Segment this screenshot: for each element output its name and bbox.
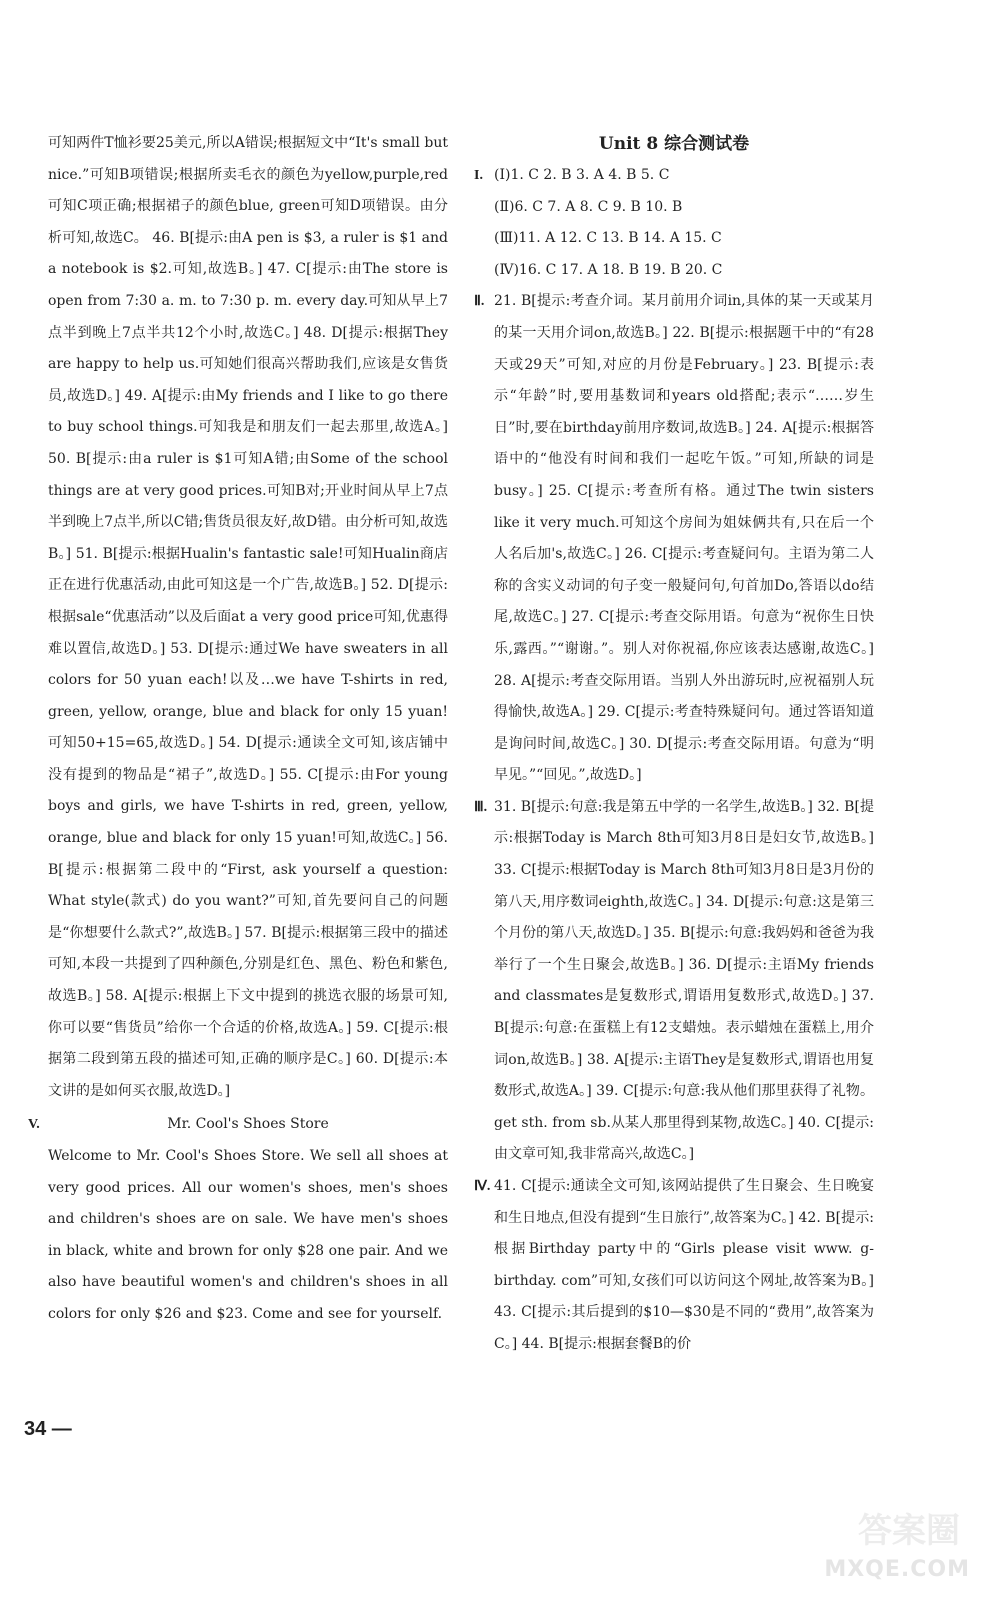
story-title: Mr. Cool's Shoes Store	[167, 1116, 329, 1133]
section-ii-text: 21. B[提示:考查介词。某月前用介词in,具体的某一天或某月的某一天用介词on,故选B。] 22. B[提示:根据题干中的“有28天或29天”可知,对应的月份是February。] 23. B[提示:表示“年龄”时,要用基数词和years old搭配;表示“……岁生日”时,要在birthday前用序数词,故选B。] 24. A[提示:根据答语中的“他没有时间和我们一起吃午饭。”可知,所缺的词是busy。] 25. C[提示:考查所有格。通过The twin sisters like it very much.可知这个房间为姐妹俩共有,只在后一个人名后加's,故选C。] 26. C[提示:考查疑问句。主语为第二人称的含实义动词的句子变一般疑问句,句首加Do,答语以do结尾,故选C。] 27. C[提示:考查交际用语。句意为“祝你生日快乐,露西。”“谢谢。”。别人对你祝福,你应该表达感谢,故选C。] 28. A[提示:考查交际用语。当别人外出游玩时,应祝福别人玩得愉快,故选A。] 29. C[提示:考查特殊疑问句。通过答语知道是询问时间,故选C。] 30. D[提示:考查交际用语。句意为“明早见。”“回见。”,故选D。]	[494, 293, 874, 784]
section-iii	[474, 792, 874, 1171]
section-ii	[474, 286, 874, 792]
section-i-row: (Ⅰ)1. C 2. B 3. A 4. B 5. C	[494, 167, 670, 183]
test-title: Unit 8 综合测试卷	[598, 134, 750, 154]
section-i-number: I.	[474, 168, 483, 183]
section-iv-text: 41. C[提示:通读全文可知,该网站提供了生日聚会、生日晚宴和生日地点,但没有提到“生日旅行”,故答案为C。] 42. B[提示:根据Birthday party中的“Girls please visit www. g-birthday. com”可知,女孩们可以访问这个网址,故答案为B。] 43. C[提示:其后提到的$10—$30是不同的“费用”,故答案为C。] 44. B[提示:根据套餐B的价	[494, 1178, 874, 1352]
section-v	[28, 1109, 448, 1141]
section-iv-number: Ⅳ.	[474, 1179, 491, 1194]
answer-explanations-paragraph: 可知两件T恤衫要25美元,所以A错误;根据短文中“It's small but nice.”可知B项错误;根据所卖毛衣的颜色为yellow,purple,red可知C项正确;根据裙子的颜色blue, green可知D项错误。由分析可知,故选C。 46. B[提示:由A pen is $3, a ruler is $1 and a notebook is $2.可知,故选B。] 47. C[提示:由The store is open from 7:30 a. m. to 7:30 p. m. every day.可知从早上7点半到晚上7点半共12个小时,故选C。] 48. D[提示:根据They are happy to help us.可知她们很高兴帮助我们,应该是女售货员,故选D。] 49. A[提示:由My friends and I like to go there to buy school things.可知我是和朋友们一起去那里,故选A。] 50. B[提示:由a ruler is $1可知A错;由Some of the school things are at very good prices.可知B对;开业时间从早上7点半到晚上7点半,所以C错;售货员很友好,故D错。由分析可知,故选B。] 51. B[提示:根据Hualin's fantastic sale!可知Hualin商店正在进行优惠活动,由此可知这是一个广告,故选B。] 52. D[提示:根据sale“优惠活动”以及后面at a very good price可知,优惠得难以置信,故选D。] 53. D[提示:通过We have sweaters in all colors for 50 yuan each!以及…we have T-shirts in red, green, yellow, orange, blue and black for only 15 yuan!可知50+15=65,故选D。] 54. D[提示:通读全文可知,该店铺中没有提到的物品是“裙子”,故选D。] 55. C[提示:由For young boys and girls, we have T-shirts in red, green, yellow, orange, blue and black for only 15 yuan!可知,故选C。] 56. B[提示:根据第二段中的“First, ask yourself a question: What style(款式) do you want?”可知,首先要问自己的问题是“你想要什么款式?”,故选B。] 57. B[提示:根据第三段中的描述可知,本段一共提到了四种颜色,分别是红色、黑色、粉色和紫色,故选B。] 58. A[提示:根据上下文中提到的挑选衣服的场景可知,你可以要“售货员”给你一个合适的价格,故选A。] 59. C[提示:根据第二段到第五段的描述可知,正确的顺序是C。] 60. D[提示:本文讲的是如何买衣服,故选D。]	[48, 135, 448, 1099]
section-ii-number: Ⅱ.	[474, 294, 485, 310]
section-iii-text: 31. B[提示:句意:我是第五中学的一名学生,故选B。] 32. B[提示:根据Today is March 8th可知3月8日是妇女节,故选B。] 33. C[提示:根据Today is March 8th可知3月8日是3月份的第八天,用序数词eighth,故选C。] 34. D[提示:句意:这是第三个月份的第八天,故选D。] 35. B[提示:句意:我妈妈和爸爸为我举行了一个生日聚会,故选B。] 36. D[提示:主语My friends and classmates是复数形式,谓语用复数形式,故选D。] 37. B[提示:句意:在蛋糕上有12支蜡烛。表示蜡烛在蛋糕上,用介词on,故选B。] 38. A[提示:主语They是复数形式,谓语也用复数形式,故选A。] 39. C[提示:句意:我从他们那里获得了礼物。get sth. from sb.从某人那里得到某物,故选C。] 40. C[提示:由文章可知,我非常高兴,故选C。]	[494, 798, 874, 1163]
watermark-logo: 答案圈	[858, 1511, 960, 1551]
section-i	[474, 160, 874, 286]
page-number: 34 —	[24, 1418, 72, 1440]
section-i-row: (Ⅱ)6. C 7. A 8. C 9. B 10. B	[494, 198, 683, 215]
story-text: Welcome to Mr. Cool's Shoes Store. We sell all shoes at very good prices. All our women's shoes, men's shoes and children's shoes are on sale. We have men's shoes in black, white and brown for only $28 one pair. And we also have beautiful women's and children's shoes in all colors for only $26 and $23. Come and see for yourself.	[48, 1148, 448, 1322]
section-iv	[474, 1171, 874, 1361]
section-iii-number: Ⅲ.	[474, 799, 488, 815]
section-i-row: (Ⅲ)11. A 12. C 13. B 14. A 15. C	[494, 230, 722, 247]
left-column	[28, 128, 448, 1331]
section-v-number: V.	[28, 1117, 40, 1133]
right-column	[474, 128, 874, 1361]
watermark-site: MXQE.COM	[824, 1557, 970, 1582]
section-i-row: (Ⅳ)16. C 17. A 18. B 19. B 20. C	[494, 261, 723, 278]
